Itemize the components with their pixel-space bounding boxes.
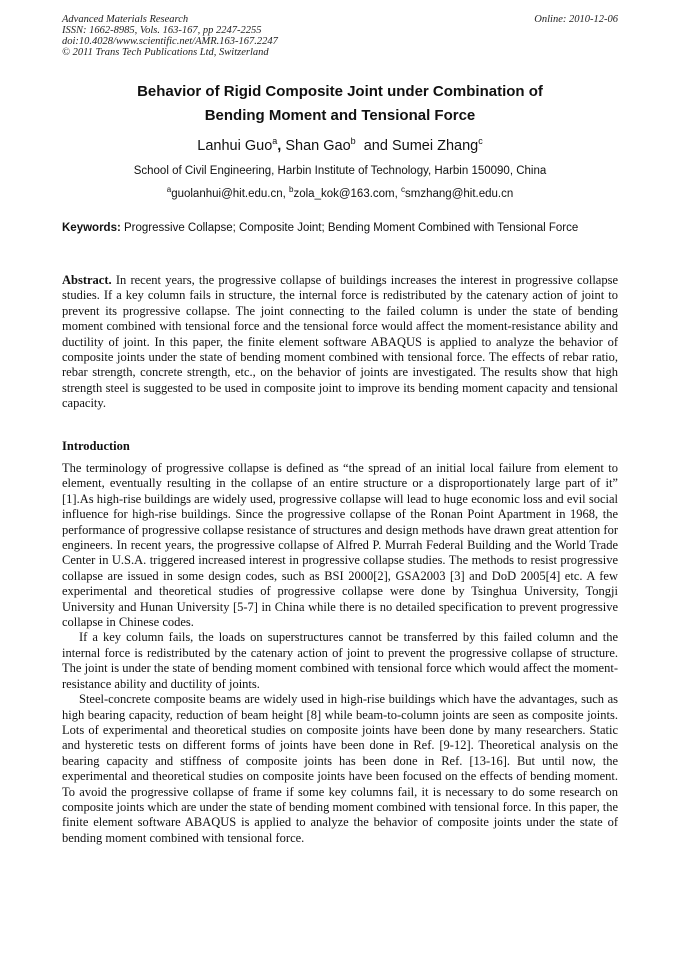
- introduction-body: [62, 461, 618, 846]
- author-2-mark: b: [350, 136, 356, 147]
- paper-title: [62, 80, 618, 128]
- author-3-mark: c: [478, 136, 483, 147]
- email-2: zola_kok@163.com,: [293, 188, 402, 200]
- abstract-text: In recent years, the progressive collapse of buildings increases the interest in progressive collapse studies. If a key column fails in structure, the internal force is redistributed by the catenary action of joint to prevent its progressive collapse. The joint connecting to the failed column is under the state of bending moment combined with tensional force and the tensional force would affect the moment-resistance ability and ductility of joint. In this paper, the finite element software ABAQUS is applied to analyze the behavior of composite joints under the state of bending moment combined with tensional force. The effects of rebar ratio, rebar strength, concrete strength, etc., on the behavior of joints are investigated. The results show that high strength steel is suggested to be used in composite joint to improve its bending moment capacity and tensional capacity.: [62, 273, 618, 411]
- journal-doi: doi:10.4028/www.scientific.net/AMR.163-167.2247: [62, 36, 278, 47]
- abstract-label: Abstract.: [62, 273, 112, 287]
- email-3: smzhang@hit.edu.cn: [405, 188, 514, 200]
- author-1: Lanhui Guo: [197, 138, 273, 154]
- journal-header: [62, 14, 618, 58]
- author-separator-2: and: [355, 138, 392, 154]
- author-1-mark: a: [272, 136, 278, 147]
- author-3: Sumei Zhang: [391, 138, 479, 154]
- author-list: [62, 137, 618, 155]
- paper-title-line-1: Behavior of Rigid Composite Joint under Combination of: [137, 83, 543, 100]
- email-2-mark: b: [289, 185, 294, 195]
- journal-issn: ISSN: 1662-8985, Vols. 163-167, pp 2247-2255: [62, 25, 262, 36]
- email-1-mark: a: [166, 185, 172, 195]
- intro-paragraph-2: If a key column fails, the loads on superstructures cannot be transferred by this failed column and the internal force is redistributed by the catenary action of joint to prevent the progressive collapse of structure. The joint is under the state of bending moment combined with tensional force which would affect the moment-resistance ability and ductility of joints.: [62, 630, 618, 691]
- keywords-label: Keywords:: [62, 222, 121, 234]
- abstract: [62, 273, 618, 412]
- online-date: Online: 2010-12-06: [534, 14, 618, 25]
- keywords: [62, 221, 618, 236]
- email-3-mark: c: [401, 185, 406, 195]
- intro-paragraph-1: The terminology of progressive collapse is defined as “the spread of an initial local failure from element to element, eventually resulting in the collapse of an entire structure or a disproportionately large part of it” [1].As high-rise buildings are widely used, progressive collapse will lead to huge economic loss and evil social influence for high-rise buildings. Since the progressive collapse of the Ronan Point Apartment in 1968, the performance of progressive collapse resistance of structures and design methods have drawn great attention for engineers. In recent years, the progressive collapse of Alfred P. Murrah Federal Building and the World Trade Center in U.S.A. triggered increased interest in progressive collapse studies. The methods to resist progressive collapse are issued in some design codes, such as BSI 2000[2], GSA2003 [3] and DoD 2005[4] etc. A few experimental and theoretical studies of progressive collapse were done by Tsinghua University, Tongji University and Hunan University [5-7] in China while there is no detailed specification to prevent progressive collapse in Chinese codes.: [62, 461, 618, 630]
- journal-name: Advanced Materials Research: [62, 14, 189, 25]
- section-heading-introduction: Introduction: [62, 439, 130, 453]
- author-2: Shan Gao: [285, 138, 351, 154]
- author-separator-1: ,: [277, 138, 286, 154]
- intro-paragraph-3: Steel-concrete composite beams are widely used in high-rise buildings which have the advantages, such as high bearing capacity, reduction of beam height [8] while beam-to-column joints are seen as composite joints. Lots of experimental and theoretical studies on composite joints have been done by many researchers. Static and hysteretic tests on different forms of joints have been done in Ref. [9-12]. Theoretical analysis on the bearing capacity and stiffness of composite joints has been done in Ref. [13-16]. But until now, the experimental and theoretical studies on composite joints have been focused on the effects of bending moment. To avoid the progressive collapse of frame if some key columns fail, it is necessary to do some research on composite joints which are under the state of bending moment combined with tensional force. In this paper, the finite element software ABAQUS is applied to analyze the behavior of composite joints under the state of bending moment combined with tensional force.: [62, 692, 618, 845]
- paper-title-line-2: Bending Moment and Tensional Force: [204, 107, 476, 124]
- email-1: guolanhui@hit.edu.cn,: [171, 188, 290, 200]
- email-list: [62, 186, 618, 202]
- affiliation: School of Civil Engineering, Harbin Institute of Technology, Harbin 150090, China: [133, 165, 547, 177]
- keywords-text: Progressive Collapse; Composite Joint; Bending Moment Combined with Tensional Force: [120, 222, 579, 234]
- journal-copyright: © 2011 Trans Tech Publications Ltd, Switzerland: [62, 47, 269, 58]
